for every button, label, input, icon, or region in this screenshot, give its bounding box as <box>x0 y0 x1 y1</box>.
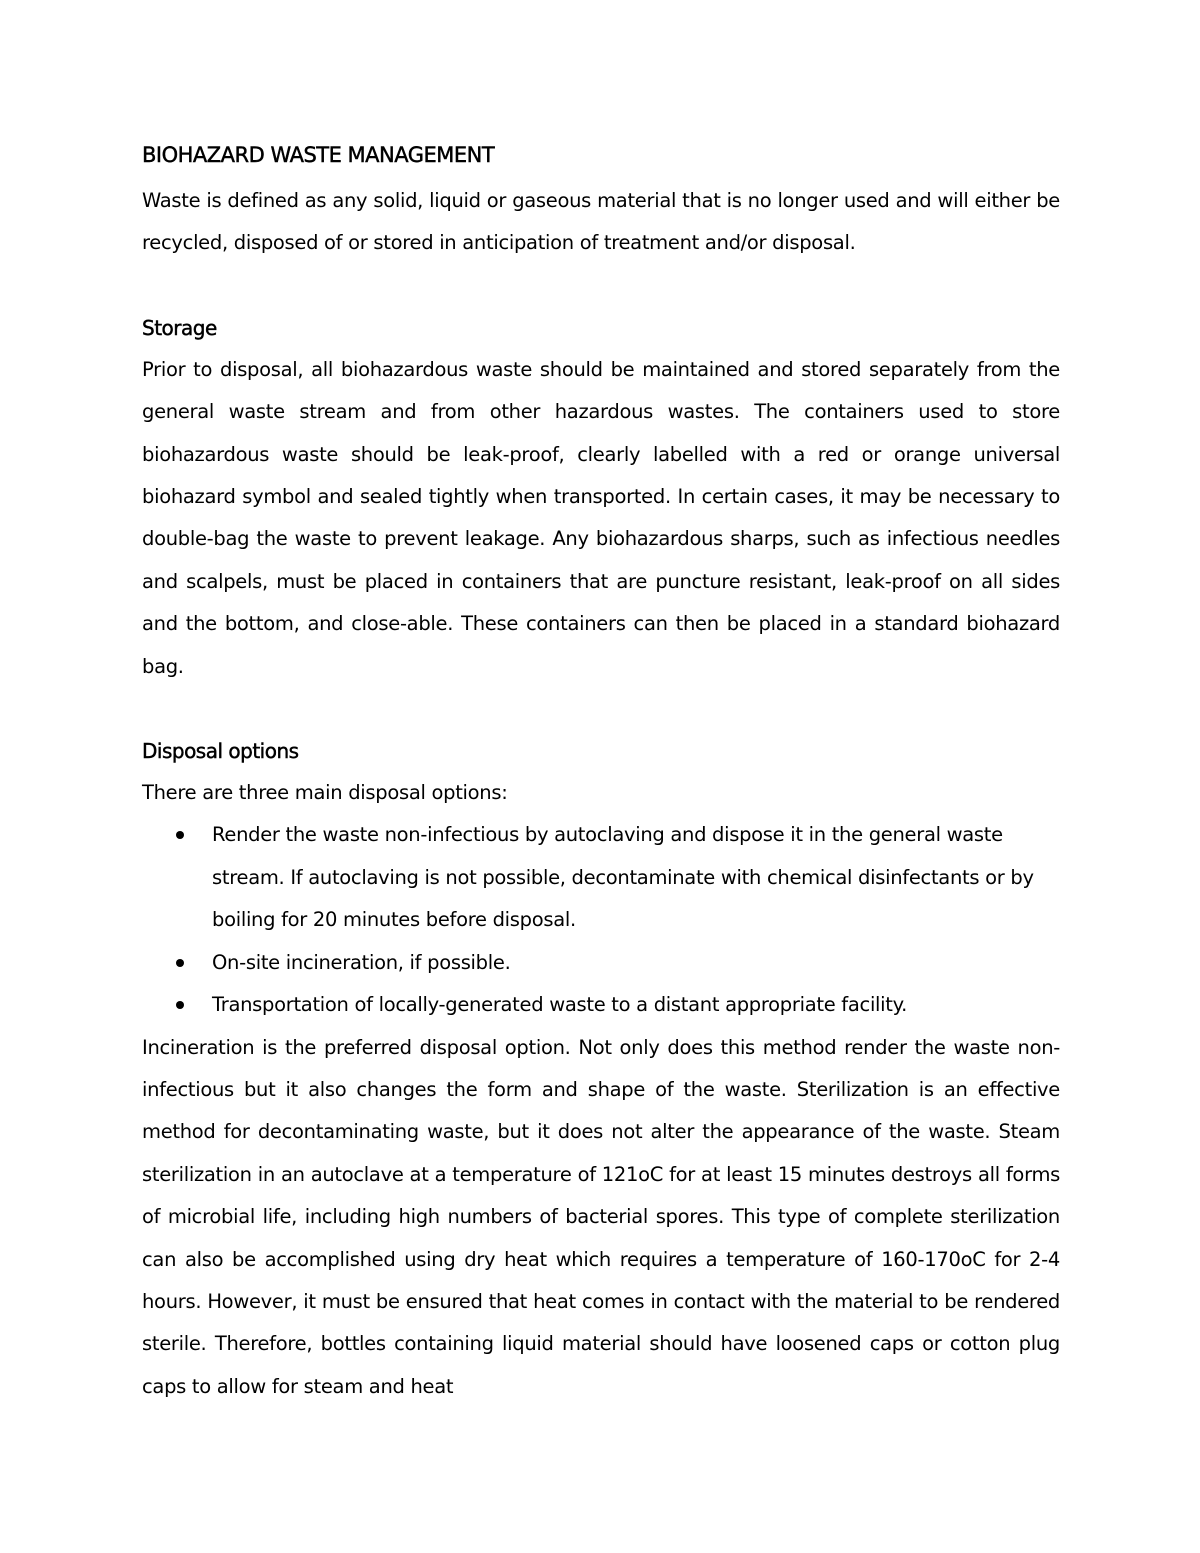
list-item <box>142 814 1060 941</box>
disposal-paragraph: Incineration is the preferred disposal option. Not only does this method render the waste non-infectious but it also changes the form and shape of the waste. Sterilization is an effective method for decontaminating waste, but it does not alter the appearance of the waste. Steam sterilization in an autoclave at a temperature of 121oC for at least 15 minutes destroys all forms of microbial life, including high numbers of bacterial spores. This type of complete sterilization can also be accomplished using dry heat which requires a temperature of 160-170oC for 2-4 hours. However, it must be ensured that heat comes in contact with the material to be rendered sterile. Therefore, bottles containing liquid material should have loosened caps or cotton plug caps to allow for steam and heat <box>142 1035 1060 1398</box>
list-item-text: Transportation of locally-generated waste to a distant appropriate facility. <box>212 993 907 1017</box>
list-item-text: On-site incineration, if possible. <box>212 950 511 974</box>
document-page <box>142 138 1060 1408</box>
bullet-icon <box>176 1001 184 1009</box>
disposal-lead: There are three main disposal options: <box>142 781 508 805</box>
list-item <box>142 942 1060 984</box>
intro-paragraph: Waste is defined as any solid, liquid or gaseous material that is no longer used and will either be recycled, disposed of or stored in anticipation of treatment and/or disposal. <box>142 189 1060 255</box>
list-item <box>142 984 1060 1026</box>
section-spacer <box>142 265 1060 307</box>
storage-paragraph: Prior to disposal, all biohazardous waste should be maintained and stored separately from the general waste stream and from other hazardous wastes. The containers used to store biohazardous waste should be leak-proof, clearly labelled with a red or orange universal biohazard symbol and sealed tightly when transported. In certain cases, it may be necessary to double-bag the waste to prevent leakage. Any biohazardous sharps, such as infectious needles and scalpels, must be placed in containers that are puncture resistant, leak-proof on all sides and the bottom, and close-able. These containers can then be placed in a standard biohazard bag. <box>142 357 1060 678</box>
bullet-icon <box>176 959 184 967</box>
document-title: BIOHAZARD WASTE MANAGEMENT <box>142 143 495 167</box>
bullet-icon <box>176 831 184 839</box>
section-spacer <box>142 688 1060 730</box>
disposal-heading: Disposal options <box>142 739 299 764</box>
list-item-text: Render the waste non-infectious by autoclaving and dispose it in the general waste stream. If autoclaving is not possible, decontaminate with chemical disinfectants or by boiling for 20 minutes before disposal. <box>212 823 1034 932</box>
disposal-options-list <box>142 814 1060 1026</box>
storage-heading: Storage <box>142 315 217 340</box>
